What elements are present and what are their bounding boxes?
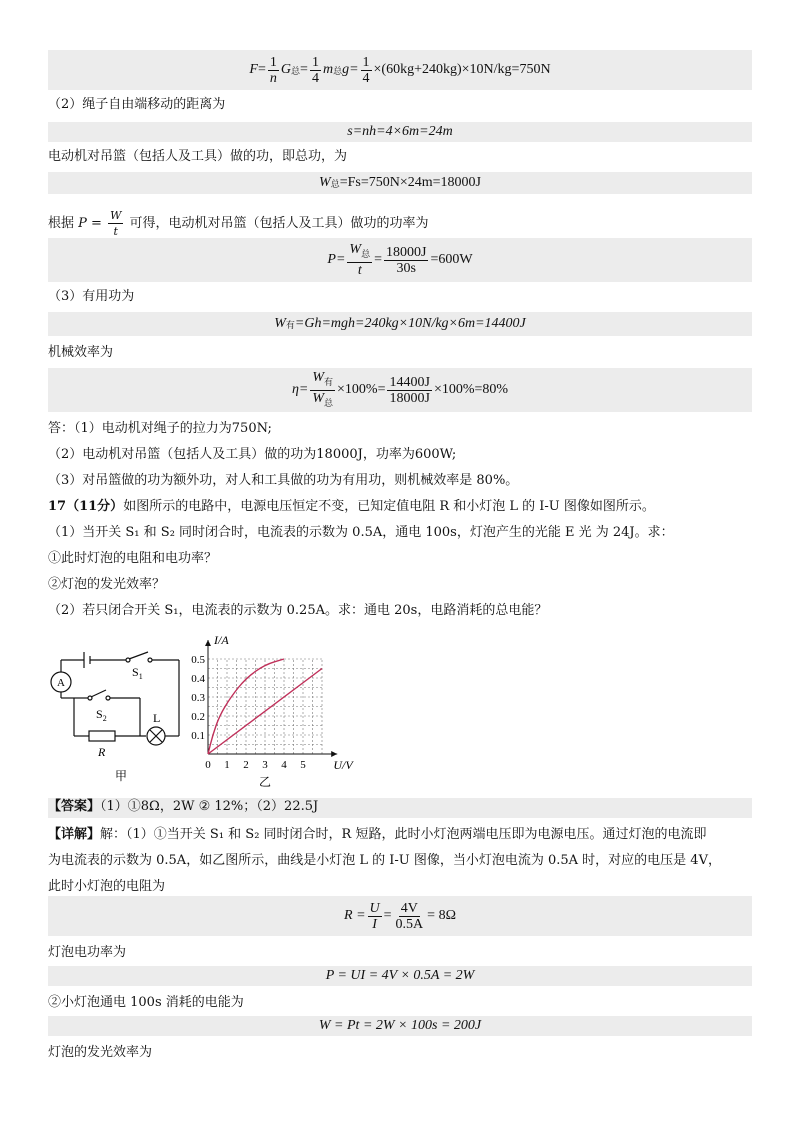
eq-text: P = UI = 4V × 0.5A = 2W [325, 968, 475, 983]
denominator: 30s [396, 260, 416, 276]
fraction [108, 208, 123, 239]
denominator: 18000J [389, 390, 430, 406]
subscript: 总 [324, 397, 334, 408]
y-tick-label: 0.4 [191, 673, 205, 685]
y-tick-label: 0.2 [191, 711, 205, 723]
denominator: t [357, 262, 362, 278]
detail-label: 【详解】 [48, 827, 101, 842]
denominator: n [269, 70, 277, 86]
fraction [384, 245, 428, 276]
q17-part1: （1）当开关 S₁ 和 S₂ 同时闭合时，电流表的示数为 0.5A，通电 100s，灯泡产生的光能 E 光 为 24J。求： [48, 525, 674, 540]
denominator: 4 [362, 70, 370, 86]
fraction [368, 901, 382, 932]
question-17-heading [48, 498, 655, 516]
s1-subscript: 1 [138, 672, 143, 681]
s1-label [132, 665, 143, 681]
chart-caption: 乙 [258, 775, 272, 789]
denominator: I [372, 916, 377, 932]
numerator: W [312, 369, 325, 385]
equation-useful-work [48, 312, 752, 336]
eq-symbol: W [274, 316, 286, 331]
eq-text: = [86, 216, 107, 231]
efficiency2-label: 灯泡的发光效率为 [48, 1045, 153, 1060]
numerator: W [110, 209, 122, 222]
s2-label [96, 707, 107, 723]
y-tick-label: 0.5 [191, 654, 205, 666]
question-number: 17（11分） [48, 499, 124, 514]
switch-s2-blade [91, 690, 106, 697]
eq-text: ×100%=80% [433, 382, 509, 397]
fraction [347, 242, 372, 278]
detail-text: 解：（1）①当开关 S₁ 和 S₂ 同时闭合时，R 短路，此时小灯泡两端电压即为电源电压。通过灯泡的电流即 [100, 827, 707, 842]
eq-text: W = Pt = 2W × 100s = 200J [318, 1018, 482, 1033]
fraction [387, 375, 431, 406]
eq-text: ×(60kg+240kg)×10N/kg=750N [373, 62, 551, 77]
equation-lamp-power [48, 966, 752, 986]
question-text: 如图所示的电路中，电源电压恒定不变，已知定值电阻 R 和小灯泡 L 的 I-U 图像如图所示。 [123, 499, 655, 514]
answer-box [48, 798, 752, 818]
eq-symbol: P [78, 216, 87, 231]
power-text [48, 208, 429, 239]
denominator: 0.5A [395, 916, 424, 932]
fraction [310, 55, 321, 86]
eq-text: = [374, 252, 383, 267]
y-tick-label: 0.3 [191, 692, 205, 704]
numerator: 1 [362, 54, 370, 70]
fraction [268, 55, 279, 86]
x-axis-label: U/V [333, 758, 353, 772]
s1-letter: S [132, 665, 139, 679]
resistor-label: R [98, 745, 106, 759]
numerator: 1 [269, 54, 277, 70]
numerator: 1 [311, 54, 319, 70]
equation-energy [48, 1016, 752, 1036]
fraction [394, 901, 426, 932]
x-tick-label: 5 [300, 759, 306, 771]
answer-label: 【答案】 [48, 799, 101, 814]
eq-text: = [383, 908, 392, 923]
circuit-caption: 甲 [114, 769, 128, 783]
text: 根据 [48, 216, 75, 231]
equation-power [48, 238, 752, 282]
eq-symbol: F [249, 62, 258, 77]
ammeter-label: A [57, 677, 65, 689]
y-axis-arrow [205, 640, 211, 646]
switch-s1-blade [129, 652, 148, 659]
x-tick-label: 4 [281, 759, 287, 771]
motor-work-text: 电动机对吊篮（包括人及工具）做的功，即总功，为 [48, 149, 348, 164]
eq-text: η= [291, 382, 309, 397]
eq-text: = [257, 62, 266, 77]
lamp-label: L [153, 711, 161, 725]
efficiency-label: 机械效率为 [48, 345, 114, 360]
equation-total-work [48, 172, 752, 194]
denominator: t [113, 225, 118, 238]
subscript: 总 [330, 178, 340, 189]
detail-line-1 [48, 826, 752, 844]
subscript: 总 [291, 65, 301, 76]
equation-resistance [48, 896, 752, 936]
fraction [361, 55, 372, 86]
q17-part1a: ①此时灯泡的电阻和电功率？ [48, 551, 218, 566]
subscript: 总 [333, 65, 343, 76]
q17-part1b: ②灯泡的发光效率？ [48, 577, 166, 592]
eq-text: P= [327, 252, 346, 267]
s2-subscript: 2 [102, 714, 107, 723]
denominator: W [312, 390, 325, 406]
lamp-power-label: 灯泡电功率为 [48, 945, 127, 960]
numerator: 14400J [389, 374, 430, 390]
text: 可得，电动机对吊篮（包括人及工具）做功的功率为 [129, 216, 429, 231]
eq-symbol: m [322, 62, 334, 77]
detail-line-3: 此时小灯泡的电阻为 [48, 879, 166, 894]
answer-text: （1）①8Ω，2W ② 12%；（2）22.5J [100, 799, 319, 814]
energy-label: ②小灯泡通电 100s 消耗的电能为 [48, 995, 244, 1010]
numerator: U [369, 900, 380, 916]
x-tick-label: 2 [243, 759, 249, 771]
equation-distance [48, 122, 752, 142]
answer-line-2: （2）电动机对吊篮（包括人及工具）做的功为18000J，功率为600W; [48, 447, 457, 462]
x-tick-label: 1 [224, 759, 230, 771]
eq-symbol: W [319, 175, 331, 190]
q17-part2: （2）若只闭合开关 S₁，电流表的示数为 0.25A。求：通电 20s，电路消耗的总电能？ [48, 603, 548, 618]
eq-text: = [300, 62, 308, 77]
y-axis-label: I/A [214, 633, 229, 647]
circuit-diagram [44, 640, 194, 790]
numerator: 4V [400, 900, 418, 916]
subscript: 总 [361, 248, 371, 259]
eq-symbol: G [280, 62, 292, 77]
equation-force [48, 50, 752, 90]
x-tick-label: 0 [205, 759, 211, 771]
q2-label: （2）绳子自由端移动的距离为 [48, 97, 226, 112]
eq-text: g= [342, 62, 359, 77]
s2-letter: S [96, 707, 103, 721]
denominator: 4 [311, 70, 319, 86]
numerator: 18000J [386, 244, 427, 260]
eq-text: s=nh=4×6m=24m [347, 124, 453, 139]
x-tick-label: 3 [262, 759, 268, 771]
eq-text: = 8Ω [427, 908, 456, 923]
q3-label: （3）有用功为 [48, 289, 135, 304]
eq-text: ×100%= [337, 382, 386, 397]
subscript: 有 [285, 319, 295, 330]
eq-text: =Fs=750N×24m=18000J [339, 175, 481, 190]
answer-line-1: 答：（1）电动机对绳子的拉力为750N; [48, 421, 272, 436]
resistor [89, 731, 115, 741]
subscript: 有 [324, 376, 334, 387]
numerator: W [349, 242, 362, 258]
eq-text: =600W [430, 252, 473, 267]
y-tick-label: 0.1 [191, 730, 205, 742]
iu-chart [186, 622, 356, 790]
fraction [310, 370, 335, 411]
detail-line-2: 为电流表的示数为 0.5A，如乙图所示，曲线是小灯泡 L 的 I-U 图像，当小灯泡电流为 0.5A 时，对应的电压是 4V， [48, 853, 721, 868]
x-axis-arrow [331, 751, 337, 757]
answer-line-3: （3）对吊篮做的功为额外功，对人和工具做的功为有用功，则机械效率是 80%。 [48, 473, 519, 488]
equation-efficiency [48, 368, 752, 412]
eq-text: R = [344, 908, 366, 923]
eq-text: =Gh=mgh=240kg×10N/kg×6m=14400J [294, 316, 526, 331]
